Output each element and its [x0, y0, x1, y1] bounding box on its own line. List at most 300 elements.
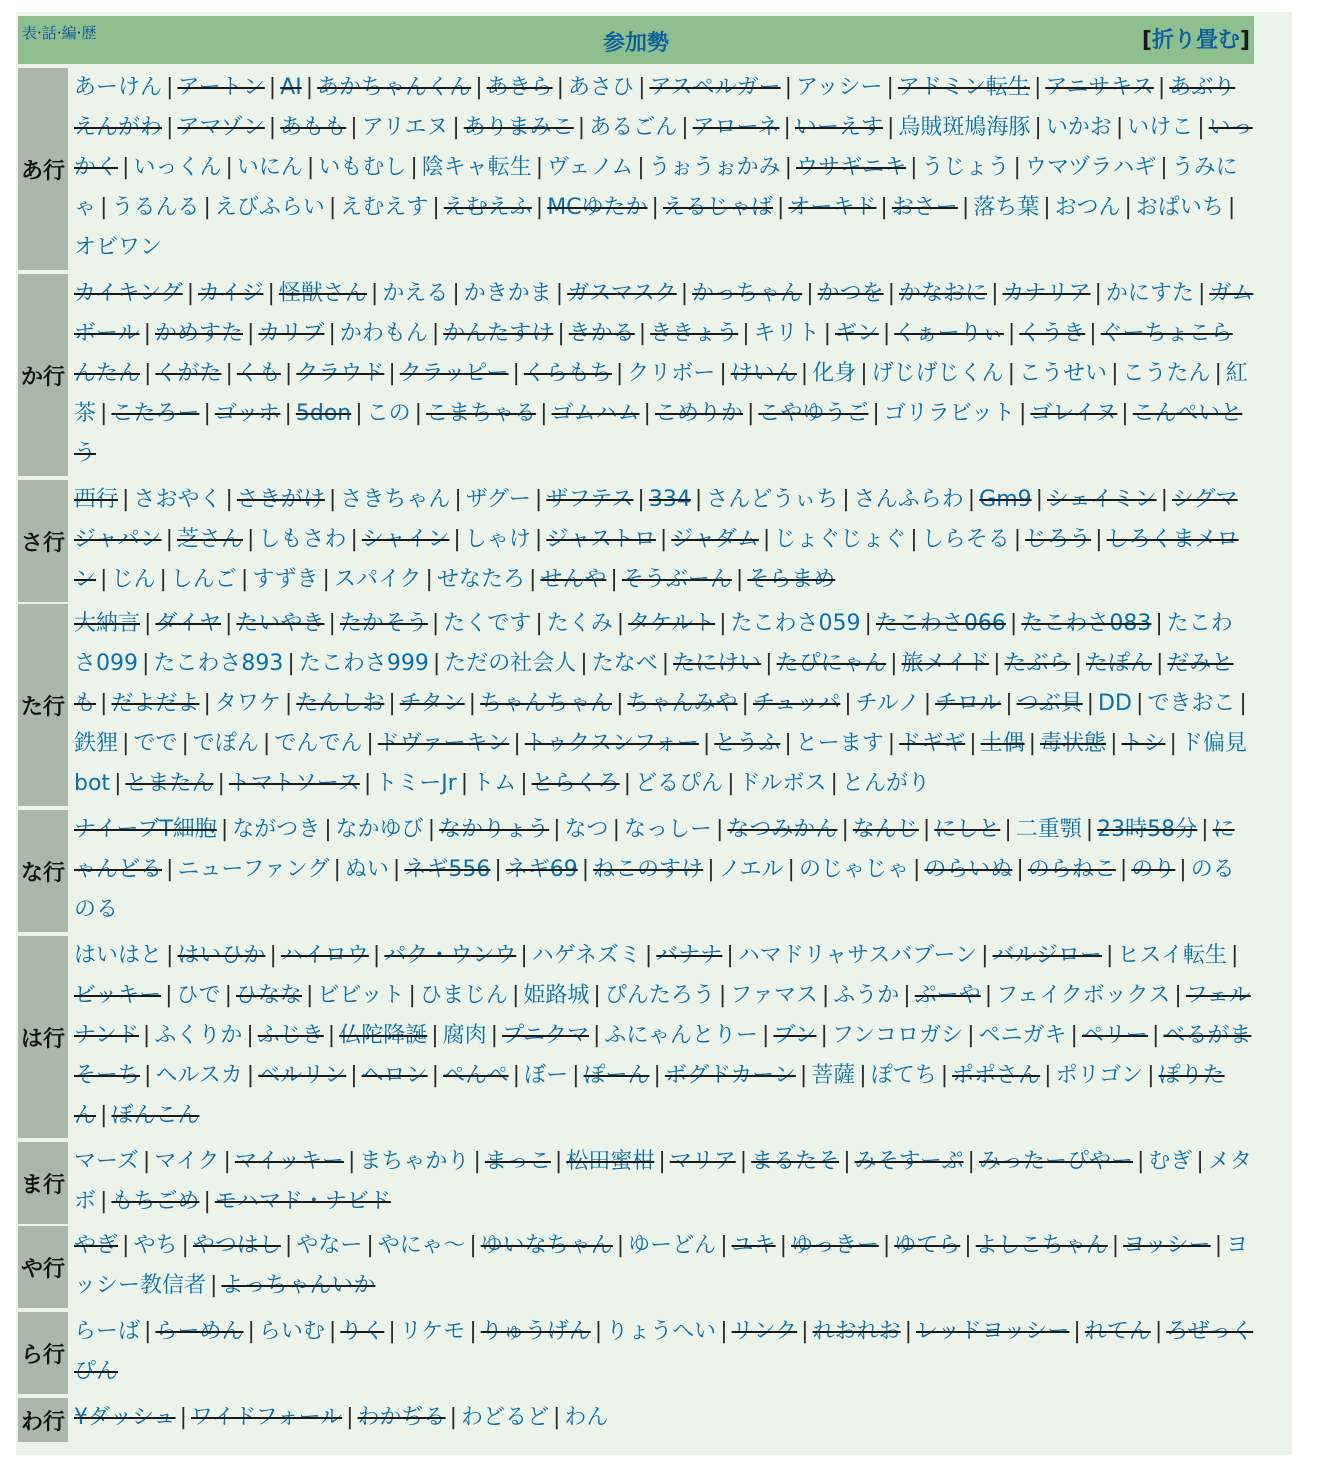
member-link[interactable]: ナイーブT細胞: [74, 817, 217, 842]
member-link[interactable]: こたろー: [111, 401, 200, 426]
member-link[interactable]: 化身: [812, 361, 857, 386]
member-link[interactable]: うるんる: [111, 195, 200, 220]
member-link[interactable]: やにゃ～: [377, 1233, 466, 1258]
member-link[interactable]: ドギギ: [899, 731, 966, 756]
member-link[interactable]: たにけい: [673, 651, 762, 676]
member-link[interactable]: 烏賊斑鳩海豚: [898, 115, 1031, 140]
member-link[interactable]: れてん: [1084, 1319, 1151, 1344]
member-link[interactable]: ヒスイ転生: [1117, 943, 1227, 968]
vte-view-link[interactable]: 表: [22, 24, 38, 42]
member-link[interactable]: マーズ: [74, 1149, 139, 1174]
member-link[interactable]: はいひか: [177, 943, 266, 968]
member-link[interactable]: つぶ貝: [1016, 691, 1083, 716]
member-link[interactable]: ゴムハム: [551, 401, 640, 426]
member-link[interactable]: さきがけ: [236, 487, 325, 512]
member-link[interactable]: ネギ556: [404, 857, 491, 882]
member-link[interactable]: ながつき: [232, 817, 321, 842]
member-link[interactable]: 23時58分: [1097, 817, 1198, 842]
member-link[interactable]: まちゃかり: [359, 1149, 470, 1174]
member-link[interactable]: ビビット: [317, 983, 405, 1008]
member-link[interactable]: なかりょう: [439, 817, 550, 842]
member-link[interactable]: ニューファング: [177, 857, 330, 882]
member-link[interactable]: ふにゃんとりー: [604, 1023, 758, 1048]
member-link[interactable]: やち: [133, 1233, 178, 1258]
member-link[interactable]: 怪獣さん: [278, 281, 367, 306]
member-link[interactable]: トム: [472, 771, 517, 796]
member-link[interactable]: クリボー: [627, 361, 716, 386]
member-link[interactable]: しもさわ: [258, 527, 347, 552]
member-link[interactable]: ひなな: [235, 983, 302, 1008]
member-link[interactable]: すずき: [252, 567, 319, 592]
member-link[interactable]: くらもち: [523, 361, 612, 386]
member-link[interactable]: かなおに: [899, 281, 988, 306]
member-link[interactable]: 334: [648, 487, 691, 512]
member-link[interactable]: シャイン: [361, 527, 450, 552]
member-link[interactable]: いーえす: [794, 115, 883, 140]
member-link[interactable]: きかる: [568, 321, 635, 346]
member-link[interactable]: ポリゴン: [1055, 1063, 1144, 1088]
member-link[interactable]: ユキ: [731, 1233, 776, 1258]
member-link[interactable]: とうふ: [714, 731, 781, 756]
member-link[interactable]: ねこのすけ: [593, 857, 704, 882]
member-link[interactable]: 土偶: [980, 731, 1025, 756]
member-link[interactable]: マイク: [154, 1149, 220, 1174]
member-link[interactable]: チロル: [935, 691, 1002, 716]
member-link[interactable]: フェルナンド: [74, 983, 1251, 1048]
member-link[interactable]: わん: [564, 1405, 609, 1430]
member-link[interactable]: たぴにゃん: [776, 651, 887, 676]
member-link[interactable]: トマトソース: [228, 771, 360, 796]
vte-edit-link[interactable]: 編: [61, 24, 77, 42]
member-link[interactable]: のじゃじゃ: [798, 857, 909, 882]
member-link[interactable]: 鉄狸: [74, 731, 119, 756]
member-link[interactable]: ビッキー: [74, 983, 162, 1008]
member-link[interactable]: しろくまメロン: [74, 527, 1239, 592]
member-link[interactable]: 毒状態: [1040, 731, 1107, 756]
member-link[interactable]: うぉうぉかみ: [648, 155, 781, 180]
member-link[interactable]: ゆーどん: [628, 1233, 717, 1258]
member-link[interactable]: 松田蜜柑: [566, 1149, 655, 1174]
member-link[interactable]: ぼんこん: [111, 1103, 200, 1128]
member-link[interactable]: MCゆたか: [547, 195, 648, 220]
separator: |: [100, 1103, 108, 1128]
member-link[interactable]: ぬい: [344, 857, 389, 882]
member-link[interactable]: たなべ: [591, 651, 658, 676]
member-link[interactable]: AI: [280, 75, 302, 100]
member-link[interactable]: せんや: [540, 567, 607, 592]
member-link[interactable]: やつはし: [192, 1233, 281, 1258]
member-link[interactable]: どるぴん: [635, 771, 724, 796]
member-link[interactable]: はいはと: [74, 943, 163, 968]
member-link[interactable]: ジャダム: [671, 527, 759, 552]
member-link[interactable]: ハイロウ: [280, 943, 369, 968]
member-link[interactable]: らーめん: [155, 1319, 244, 1344]
member-link[interactable]: えびふらい: [214, 195, 325, 220]
member-link[interactable]: えむえふ: [443, 195, 532, 220]
member-link[interactable]: メタボ: [74, 1149, 1252, 1214]
member-link[interactable]: まるたそ: [751, 1149, 840, 1174]
member-link[interactable]: ぷーや: [914, 983, 981, 1008]
member-link[interactable]: こうたん: [1122, 361, 1211, 386]
member-link[interactable]: いけこ: [1127, 115, 1194, 140]
member-link[interactable]: こやゆうご: [758, 401, 869, 426]
member-link[interactable]: とらくろ: [531, 771, 620, 796]
member-link[interactable]: ザフテス: [546, 487, 634, 512]
member-link[interactable]: あかちゃんくん: [317, 75, 472, 100]
member-link[interactable]: こんぺいとう: [74, 401, 1243, 466]
member-link[interactable]: ドヴァーキン: [377, 731, 510, 756]
separator: |: [268, 115, 277, 140]
member-link[interactable]: チュッパ: [752, 691, 841, 716]
member-link[interactable]: せなたろ: [436, 567, 525, 592]
member-link[interactable]: ゆっきー: [791, 1233, 879, 1258]
member-link[interactable]: 仏陀降誕: [339, 1023, 428, 1048]
member-link[interactable]: マリア: [669, 1149, 736, 1174]
member-link[interactable]: ファマス: [730, 983, 818, 1008]
collapse-toggle[interactable]: [折り畳む]: [1141, 28, 1250, 53]
member-link[interactable]: のり: [1131, 857, 1176, 882]
member-link[interactable]: ヘロン: [361, 1063, 428, 1088]
member-link[interactable]: クラウド: [296, 361, 385, 386]
member-link[interactable]: ヴェノム: [547, 155, 634, 180]
member-link[interactable]: クラッピー: [399, 361, 509, 386]
member-link[interactable]: あるごん: [589, 115, 678, 140]
member-link[interactable]: たくです: [443, 611, 532, 636]
member-link[interactable]: ドルボス: [738, 771, 827, 796]
member-link[interactable]: えむえす: [340, 195, 429, 220]
member-link[interactable]: 菩薩: [811, 1063, 856, 1088]
member-link[interactable]: カイジ: [198, 281, 264, 306]
member-link[interactable]: りゅうげん: [480, 1319, 591, 1344]
member-link[interactable]: えるじゃば: [662, 195, 773, 220]
member-link[interactable]: ノエル: [718, 857, 784, 882]
vte-talk-link[interactable]: 話: [41, 24, 57, 42]
member-link[interactable]: オビワン: [74, 235, 163, 260]
member-link[interactable]: 陰キャ転生: [421, 155, 532, 180]
member-link[interactable]: シェイミン: [1047, 487, 1157, 512]
member-link[interactable]: りく: [340, 1319, 385, 1344]
member-link[interactable]: よっちゃんいか: [221, 1273, 376, 1298]
member-link[interactable]: にゃんどる: [74, 817, 1235, 882]
member-link[interactable]: ペニガキ: [978, 1023, 1067, 1048]
member-link[interactable]: なかゆび: [335, 817, 424, 842]
member-link[interactable]: ヨッシー: [1123, 1233, 1211, 1258]
member-link[interactable]: とまたん: [125, 771, 214, 796]
member-link[interactable]: アスペルガー: [649, 75, 781, 100]
member-link[interactable]: ききょう: [650, 321, 739, 346]
member-link[interactable]: Gm9: [979, 487, 1032, 512]
member-link[interactable]: やなー: [296, 1233, 363, 1258]
member-link[interactable]: ド偏見bot: [74, 731, 1247, 796]
member-link[interactable]: たこわさ893: [153, 651, 284, 676]
member-link[interactable]: でで: [133, 731, 178, 756]
member-link[interactable]: ウマヅラハギ: [1024, 155, 1157, 180]
member-link[interactable]: ゴッホ: [214, 401, 281, 426]
member-link[interactable]: たこわさ083: [1021, 611, 1152, 636]
member-link[interactable]: パク・ウンウ: [384, 943, 517, 968]
member-link[interactable]: しんご: [170, 567, 237, 592]
member-link[interactable]: リンク: [731, 1319, 798, 1344]
collapse-button[interactable]: 折り畳む: [1151, 28, 1240, 53]
member-link[interactable]: ネギ69: [505, 857, 578, 882]
member-link[interactable]: ヨッシー教信者: [74, 1233, 1249, 1298]
member-link[interactable]: トゥクスンフォー: [524, 731, 699, 756]
member-link[interactable]: ゴリラビット: [883, 401, 1015, 426]
member-link[interactable]: アドミン転生: [897, 75, 1030, 100]
member-link[interactable]: 二重顎: [1015, 817, 1082, 842]
member-link[interactable]: りょうへい: [606, 1319, 717, 1344]
member-link[interactable]: べるがまそーち: [74, 1023, 1252, 1088]
member-link[interactable]: かんたすけ: [443, 321, 554, 346]
member-link[interactable]: のるのる: [74, 857, 1235, 922]
member-link[interactable]: けいん: [730, 361, 797, 386]
member-link[interactable]: ポポさん: [952, 1063, 1041, 1088]
member-link[interactable]: ベルリン: [258, 1063, 347, 1088]
vte-history-link[interactable]: 歴: [81, 24, 97, 42]
separator: |: [203, 1189, 211, 1214]
member-link[interactable]: シグマジャパン: [74, 487, 1238, 552]
member-link[interactable]: わどるど: [460, 1405, 549, 1430]
member-link[interactable]: しらそる: [921, 527, 1010, 552]
member-link[interactable]: もちごめ: [111, 1189, 200, 1214]
member-link[interactable]: キリト: [753, 321, 820, 346]
member-link[interactable]: かつを: [817, 281, 884, 306]
member-link[interactable]: そうぶーん: [621, 567, 732, 592]
member-link[interactable]: フンコロガシ: [831, 1023, 964, 1048]
member-link[interactable]: ブン: [773, 1023, 817, 1048]
member-link[interactable]: たいやき: [236, 611, 325, 636]
member-link[interactable]: 姫路城: [523, 983, 590, 1008]
member-link[interactable]: 大納言: [74, 611, 141, 636]
member-link[interactable]: ハマドリャサスバブーン: [737, 943, 978, 968]
member-link[interactable]: なつみかん: [727, 817, 838, 842]
member-link[interactable]: カリブ: [258, 321, 325, 346]
member-link[interactable]: ガスマスク: [567, 281, 677, 306]
member-link[interactable]: この: [366, 401, 411, 426]
member-link[interactable]: ひで: [176, 983, 221, 1008]
member-link[interactable]: かえる: [382, 281, 449, 306]
member-link[interactable]: フェイクボックス: [996, 983, 1171, 1008]
member-link[interactable]: くも: [236, 361, 281, 386]
member-link[interactable]: ぽてち: [870, 1063, 937, 1088]
member-link[interactable]: レッドヨッシー: [916, 1319, 1070, 1344]
member-link[interactable]: だみとも: [74, 651, 1234, 716]
member-link[interactable]: ボグドカーン: [664, 1063, 796, 1088]
member-link[interactable]: あーけん: [74, 75, 163, 100]
member-link[interactable]: のらねこ: [1027, 857, 1116, 882]
member-link[interactable]: たぶら: [1004, 651, 1071, 676]
member-link[interactable]: ぴんたろう: [604, 983, 715, 1008]
member-link[interactable]: しゃけ: [464, 527, 531, 552]
member-link[interactable]: アートン: [177, 75, 265, 100]
member-link[interactable]: いにん: [236, 155, 303, 180]
member-link[interactable]: たぽん: [1085, 651, 1152, 676]
member-link[interactable]: チタン: [399, 691, 465, 716]
member-link[interactable]: みったーぴやー: [978, 1149, 1133, 1174]
member-link[interactable]: できおこ: [1147, 691, 1236, 716]
member-link[interactable]: げじげじくん: [871, 361, 1004, 386]
member-link[interactable]: ヘルスカ: [155, 1063, 243, 1088]
member-link[interactable]: カイキング: [74, 281, 183, 306]
member-link[interactable]: ふうか: [833, 983, 900, 1008]
member-link[interactable]: さんどうぃち: [706, 487, 839, 512]
member-link[interactable]: たかそう: [339, 611, 428, 636]
member-link[interactable]: ありまみこ: [463, 115, 574, 140]
member-link[interactable]: くぁーりぃ: [894, 321, 1004, 346]
member-link[interactable]: あきら: [486, 75, 553, 100]
member-link[interactable]: ぽりたん: [74, 1063, 1225, 1128]
member-link[interactable]: アローネ: [692, 115, 780, 140]
member-link[interactable]: よしこちゃん: [975, 1233, 1108, 1258]
member-link[interactable]: あもも: [280, 115, 347, 140]
member-link[interactable]: とんがり: [841, 771, 930, 796]
member-link[interactable]: 芝さん: [176, 527, 243, 552]
member-link[interactable]: 旅メイド: [901, 651, 990, 676]
member-link[interactable]: こめりか: [654, 401, 743, 426]
member-link[interactable]: トシ: [1121, 731, 1166, 756]
member-link[interactable]: なっしー: [623, 817, 712, 842]
member-link[interactable]: おつん: [1054, 195, 1121, 220]
separator: |: [776, 195, 785, 220]
member-link[interactable]: 西行: [74, 487, 119, 512]
member-link[interactable]: 5don: [295, 401, 352, 426]
member-link[interactable]: じん: [111, 567, 156, 592]
separator: |: [143, 321, 151, 346]
member-link[interactable]: ギン: [835, 321, 879, 346]
member-link[interactable]: れおれお: [812, 1319, 901, 1344]
member-link[interactable]: ぼー: [524, 1063, 569, 1088]
member-link[interactable]: たこわさ099: [74, 611, 1233, 676]
member-link[interactable]: さきちゃん: [340, 487, 451, 512]
member-link[interactable]: モハマド・ナビド: [214, 1189, 391, 1214]
member-link[interactable]: チルノ: [855, 691, 920, 716]
member-link[interactable]: リケモ: [399, 1319, 466, 1344]
member-link[interactable]: ぐーちょこらんたん: [74, 321, 1233, 386]
member-link[interactable]: アッシー: [796, 75, 883, 100]
member-link[interactable]: アリエヌ: [361, 115, 449, 140]
member-link[interactable]: のらいぬ: [924, 857, 1013, 882]
member-link[interactable]: たくみ: [546, 611, 613, 636]
member-link[interactable]: ただの社会人: [444, 651, 577, 676]
member-link[interactable]: たこわさ059: [730, 611, 861, 636]
member-link[interactable]: でぽん: [192, 731, 259, 756]
member-link[interactable]: にしと: [934, 817, 1001, 842]
member-link[interactable]: ゆてら: [894, 1233, 961, 1258]
member-link[interactable]: かきかま: [463, 281, 552, 306]
member-link[interactable]: ぺんぺ: [443, 1063, 509, 1088]
member-link[interactable]: DD: [1098, 691, 1132, 716]
member-link[interactable]: バルジロー: [992, 943, 1102, 968]
separator: |: [1013, 527, 1022, 552]
member-link[interactable]: ウサギニキ: [796, 155, 907, 180]
member-link[interactable]: そらまめ: [747, 567, 836, 592]
member-link[interactable]: たこわさ066: [875, 611, 1006, 636]
member-link[interactable]: でんでん: [274, 731, 363, 756]
member-link[interactable]: むぎ: [1148, 1149, 1193, 1174]
member-link[interactable]: くがた: [155, 361, 222, 386]
member-link[interactable]: カナリア: [1002, 281, 1091, 306]
member-link[interactable]: ろぜっくぴん: [74, 1319, 1254, 1384]
member-link[interactable]: さおやく: [133, 487, 222, 512]
member-link[interactable]: ちゃんちゃん: [480, 691, 613, 716]
member-link[interactable]: らーば: [74, 1319, 141, 1344]
member-link[interactable]: ガムボール: [74, 281, 1254, 346]
member-link[interactable]: ザグー: [465, 487, 531, 512]
member-link[interactable]: あさひ: [568, 75, 635, 100]
member-link[interactable]: ジャストロ: [546, 527, 656, 552]
member-link[interactable]: ふじき: [257, 1023, 324, 1048]
member-link[interactable]: こまちゃる: [426, 401, 537, 426]
member-link[interactable]: なんじ: [852, 817, 919, 842]
member-link[interactable]: じょぐじょぐ: [774, 527, 907, 552]
member-link[interactable]: タワケ: [214, 691, 281, 716]
member-link[interactable]: ゴレイヌ: [1030, 401, 1118, 426]
member-link[interactable]: かわもん: [339, 321, 428, 346]
member-link[interactable]: かめすた: [154, 321, 243, 346]
member-link[interactable]: うみにゃ: [74, 155, 1238, 220]
member-link[interactable]: いっくん: [133, 155, 222, 180]
member-link[interactable]: トミーJr: [375, 771, 457, 796]
member-link[interactable]: だよだよ: [111, 691, 200, 716]
member-link[interactable]: ゆいなちゃん: [480, 1233, 613, 1258]
member-link[interactable]: らいむ: [258, 1319, 325, 1344]
member-link[interactable]: くうき: [1019, 321, 1086, 346]
member-link[interactable]: とーます: [795, 731, 884, 756]
member-link[interactable]: スパイク: [333, 567, 422, 592]
member-link[interactable]: ペリー: [1081, 1023, 1148, 1048]
member-link[interactable]: オーキド: [788, 195, 877, 220]
member-link[interactable]: やぎ: [74, 1233, 119, 1258]
member-link[interactable]: ちゃんみや: [627, 691, 738, 716]
member-link[interactable]: ワイドフォール: [190, 1405, 343, 1430]
member-link[interactable]: 落ち葉: [973, 195, 1040, 220]
member-link[interactable]: いっかく: [74, 115, 1253, 180]
member-link[interactable]: ぽーん: [583, 1063, 650, 1088]
member-link[interactable]: 紅茶: [74, 361, 1248, 426]
member-link[interactable]: ふくりか: [154, 1023, 243, 1048]
member-link[interactable]: アマゾン: [177, 115, 265, 140]
member-link[interactable]: うじょう: [921, 155, 1010, 180]
member-link[interactable]: わかぢる: [357, 1405, 446, 1430]
member-link[interactable]: たこわさ999: [298, 651, 429, 676]
member-link[interactable]: おぱいち: [1135, 195, 1224, 220]
member-link[interactable]: プニクマ: [502, 1023, 589, 1048]
member-link[interactable]: ダイヤ: [155, 611, 221, 636]
member-link[interactable]: まっこ: [484, 1149, 551, 1174]
member-link[interactable]: あぶりえんがわ: [74, 75, 1236, 140]
member-link[interactable]: いもむし: [318, 155, 407, 180]
separator: |: [268, 75, 277, 100]
member-link[interactable]: たんしお: [296, 691, 385, 716]
member-link[interactable]: なつ: [564, 817, 609, 842]
member-link[interactable]: こうせい: [1019, 361, 1108, 386]
member-link[interactable]: タケルト: [628, 611, 716, 636]
member-link[interactable]: 腐肉: [442, 1023, 487, 1048]
member-link[interactable]: じろう: [1025, 527, 1092, 552]
member-link[interactable]: かにすた: [1105, 281, 1194, 306]
member-link[interactable]: ¥ダッシュ: [74, 1405, 176, 1430]
member-link[interactable]: マイッキー: [234, 1149, 344, 1174]
member-link[interactable]: ハゲネズミ: [531, 943, 641, 968]
member-link[interactable]: おさー: [891, 195, 958, 220]
member-link[interactable]: かっちゃん: [692, 281, 803, 306]
member-link[interactable]: さんふらわ: [853, 487, 964, 512]
member-link[interactable]: アニサキス: [1045, 75, 1154, 100]
member-link[interactable]: いかお: [1045, 115, 1112, 140]
member-link[interactable]: ひまじん: [419, 983, 508, 1008]
member-link[interactable]: バナナ: [656, 943, 723, 968]
member-link[interactable]: みそすーぷ: [854, 1149, 964, 1174]
